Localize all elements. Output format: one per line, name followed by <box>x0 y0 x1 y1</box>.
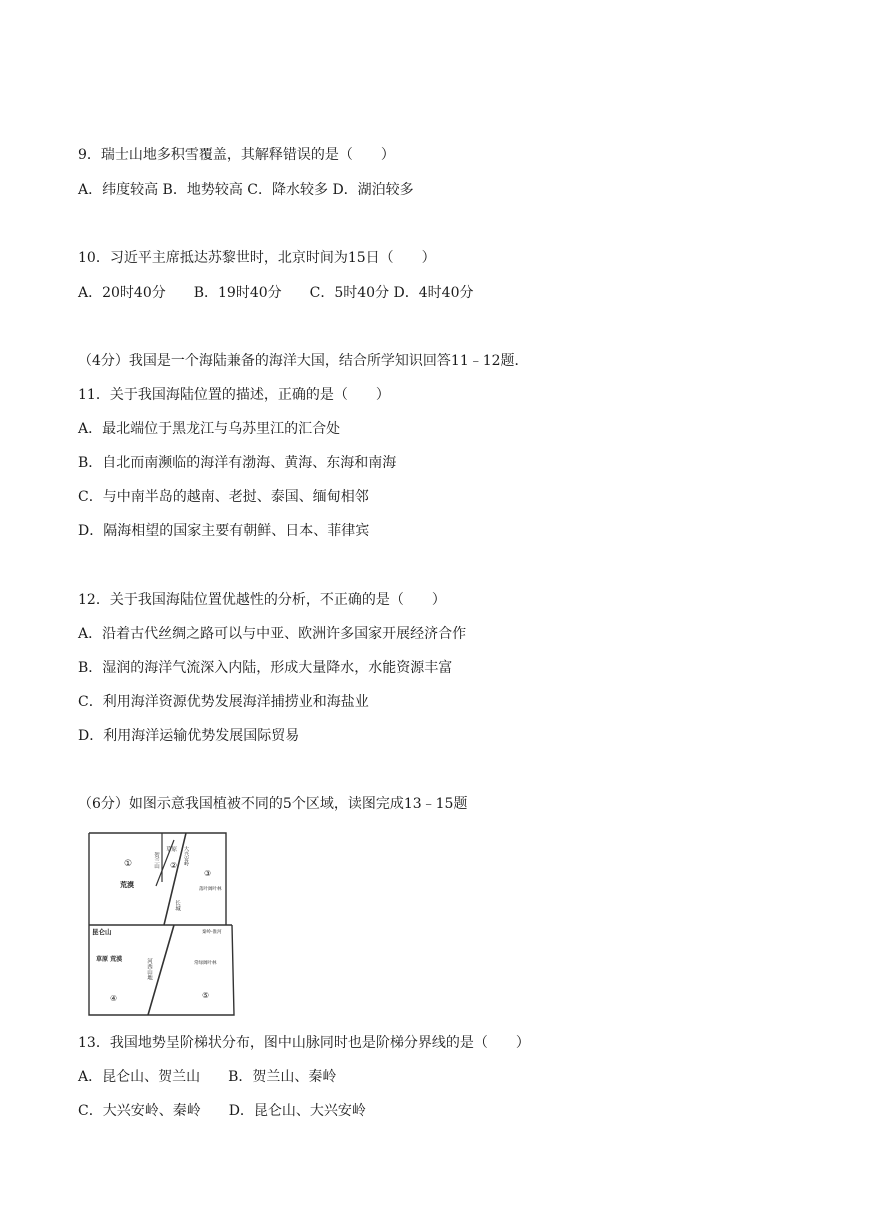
q11-option-b: B．自北而南濒临的海洋有渤海、黄海、东海和南海 <box>78 455 397 471</box>
q12-option-c: C．利用海洋资源优势发展海洋捕捞业和海盐业 <box>78 694 369 710</box>
q13-stem: 13．我国地势呈阶梯状分布，图中山脉同时也是阶梯分界线的是（ ） <box>78 1035 530 1051</box>
region4-marker: ④ <box>110 994 118 1003</box>
q11-option-a: A．最北端位于黑龙江与乌苏里江的汇合处 <box>78 421 341 437</box>
q12-stem: 12．关于我国海陆位置优越性的分析，不正确的是（ ） <box>78 592 446 608</box>
q9-stem: 9．瑞士山地多积雪覆盖，其解释错误的是（ ） <box>78 147 395 163</box>
q10-options: A．20时40分 B．19时40分 C．5时40分 D．4时40分 <box>78 285 474 301</box>
region2-marker: ② <box>170 861 178 870</box>
region2-top: 草原 <box>166 847 178 853</box>
q13-options-cd: C．大兴安岭、秦岭 D．昆仑山、大兴安岭 <box>78 1103 366 1119</box>
intro-13-15: （6分）如图示意我国植被不同的5个区域，读图完成13﹣15题 <box>78 796 468 812</box>
vegetation-region-map <box>86 830 238 1018</box>
q12-option-b: B．湿润的海洋气流深入内陆，形成大量降水，水能资源丰富 <box>78 660 453 676</box>
q10-stem: 10．习近平主席抵达苏黎世时，北京时间为15日（ ） <box>78 250 436 266</box>
daxinganling-label: 大兴安岭 <box>183 846 189 866</box>
q11-option-d: D．隔海相望的国家主要有朝鲜、日本、菲律宾 <box>78 523 370 539</box>
q12-option-d: D．利用海洋运输优势发展国际贸易 <box>78 728 300 744</box>
region1-marker: ① <box>124 859 133 869</box>
hexi-label: 河西山地 <box>146 958 152 980</box>
q13-options-ab: A．昆仑山、贺兰山 B．贺兰山、秦岭 <box>78 1069 337 1085</box>
intro-11-12: （4分）我国是一个海陆兼备的海洋大国，结合所学知识回答11﹣12题． <box>78 353 529 369</box>
map-border-top <box>89 833 226 925</box>
q9-options: A．纬度较高 B．地势较高 C．降水较多 D．湖泊较多 <box>78 182 414 198</box>
q11-stem: 11．关于我国海陆位置的描述，正确的是（ ） <box>78 387 390 403</box>
region5-name: 常绿阔叶林 <box>194 961 217 966</box>
region4-name: 草原 荒漠 <box>96 956 123 963</box>
kunlun-label: 昆仑山 <box>92 928 112 936</box>
region3-name: 落叶阔叶林 <box>199 887 222 892</box>
q12-option-a: A．沿着古代丝绸之路可以与中亚、欧洲许多国家开展经济合作 <box>78 626 467 642</box>
region1-name: 荒漠 <box>120 881 134 889</box>
greatwall-label: 长城 <box>174 900 180 911</box>
qinling-label: 秦岭-淮河 <box>202 930 222 935</box>
region3-marker: ③ <box>204 869 212 878</box>
q11-option-c: C．与中南半岛的越南、老挝、泰国、缅甸相邻 <box>78 489 369 505</box>
region5-marker: ⑤ <box>202 991 210 1000</box>
helan-label: 贺兰山 <box>153 852 159 869</box>
